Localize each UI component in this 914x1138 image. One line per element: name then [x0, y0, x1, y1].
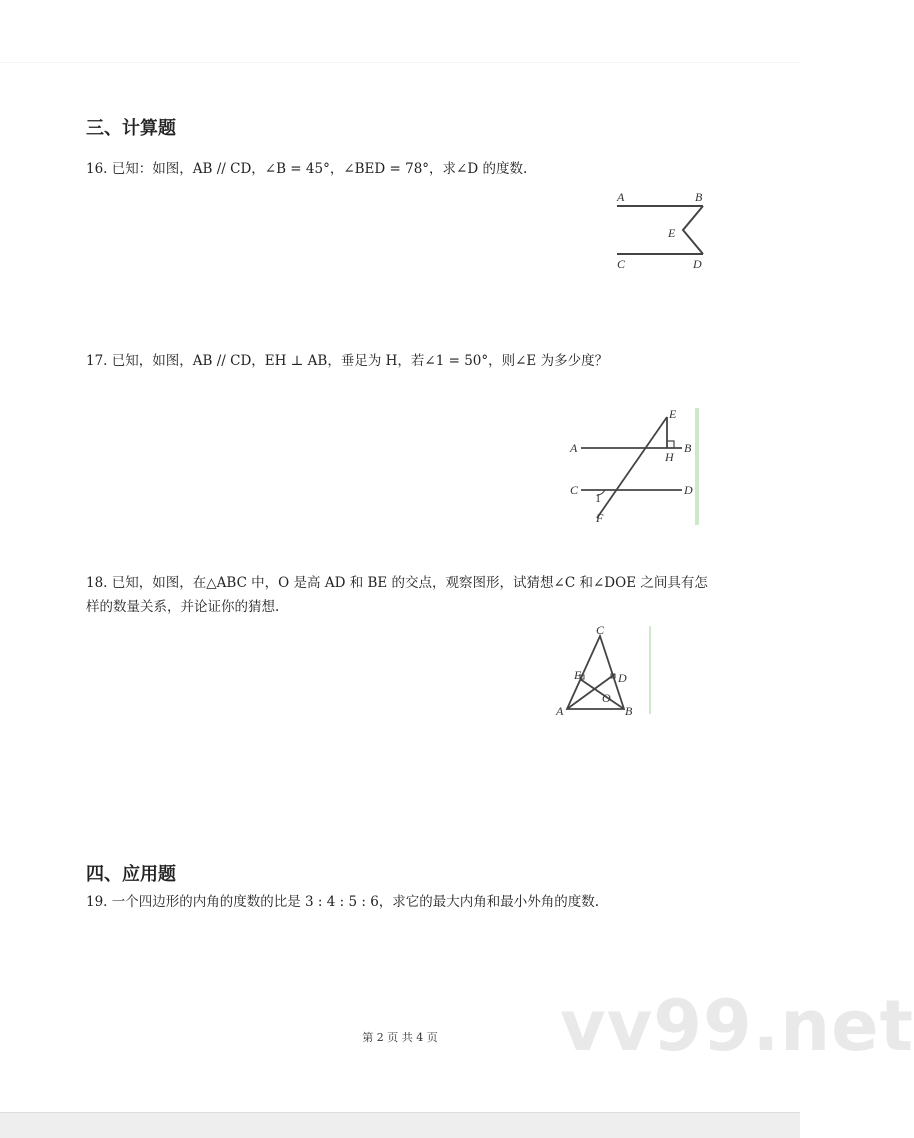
label-e: E — [669, 407, 677, 421]
watermark: vv99.net — [560, 985, 914, 1067]
figure-16 — [605, 188, 715, 273]
label-b: B — [684, 441, 692, 455]
line-bed — [683, 206, 703, 254]
label-o: O — [602, 691, 611, 705]
divider — [0, 62, 800, 63]
question-18: 18. 已知，如图，在△ABC 中，O 是高 AD 和 BE 的交点，观察图形，试猜想∠C 和∠DOE 之间具有怎样的数量关系，并论证你的猜想. — [86, 575, 708, 615]
label-d: D — [618, 671, 627, 685]
label-d: D — [684, 483, 693, 497]
label-e: E — [668, 226, 676, 240]
question-16: 16. 已知：如图，AB // CD，∠B = 45°，∠BED = 78°，求∠D 的度数. — [86, 161, 528, 177]
figure-stroke — [695, 408, 699, 525]
viewer-bottom-bar — [0, 1112, 800, 1138]
label-b: B — [625, 704, 633, 718]
page-footer: 第 2 页 共 4 页 — [362, 1031, 438, 1044]
label-d: D — [693, 257, 702, 271]
section-title-calculation: 三、计算题 — [86, 118, 176, 139]
label-e: E — [574, 668, 582, 682]
label-c: C — [617, 257, 626, 271]
figure-17 — [565, 405, 710, 527]
label-f: F — [596, 511, 604, 525]
figure-stroke — [597, 417, 667, 518]
question-19: 19. 一个四边形的内角的度数的比是 3 : 4 : 5 : 6，求它的最大内角和最小外角的度数. — [86, 894, 600, 910]
label-h: H — [665, 450, 674, 464]
section-title-application: 四、应用题 — [86, 864, 176, 885]
label-a: A — [617, 190, 625, 204]
label-a: A — [570, 441, 578, 455]
figure-stroke — [649, 626, 651, 714]
question-17: 17. 已知，如图，AB // CD，EH ⊥ AB，垂足为 H，若∠1 = 50°，则∠E 为多少度？ — [86, 353, 609, 369]
label-a: A — [556, 704, 564, 718]
figure-stroke — [617, 206, 703, 254]
label-c: C — [596, 623, 605, 637]
figure-18 — [552, 622, 662, 717]
label-c: C — [570, 483, 579, 497]
label-angle-1: 1 — [595, 491, 601, 505]
figure-stroke — [667, 441, 674, 448]
label-b: B — [695, 190, 703, 204]
